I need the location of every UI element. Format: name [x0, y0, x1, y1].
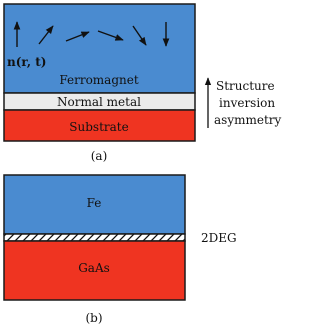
- 2deg-label: 2DEG: [201, 231, 237, 245]
- asymmetry-note-line-1: Structure: [216, 79, 275, 93]
- normal-metal-label: Normal metal: [57, 95, 141, 109]
- asymmetry-note-line-3: asymmetry: [214, 113, 282, 127]
- fe-label: Fe: [86, 196, 102, 210]
- 2deg-layer: [4, 234, 185, 241]
- panel-b: [4, 175, 237, 325]
- magnetization-label: n(r, t): [7, 55, 47, 69]
- panel-b-caption: (b): [85, 311, 103, 325]
- ferromagnet-label: Ferromagnet: [59, 73, 139, 87]
- asymmetry-note-line-2: inversion: [219, 96, 276, 110]
- substrate-label: Substrate: [69, 120, 129, 134]
- gaas-label: GaAs: [78, 261, 110, 275]
- panel-a-caption: (a): [90, 149, 108, 163]
- panel-a: [4, 4, 282, 163]
